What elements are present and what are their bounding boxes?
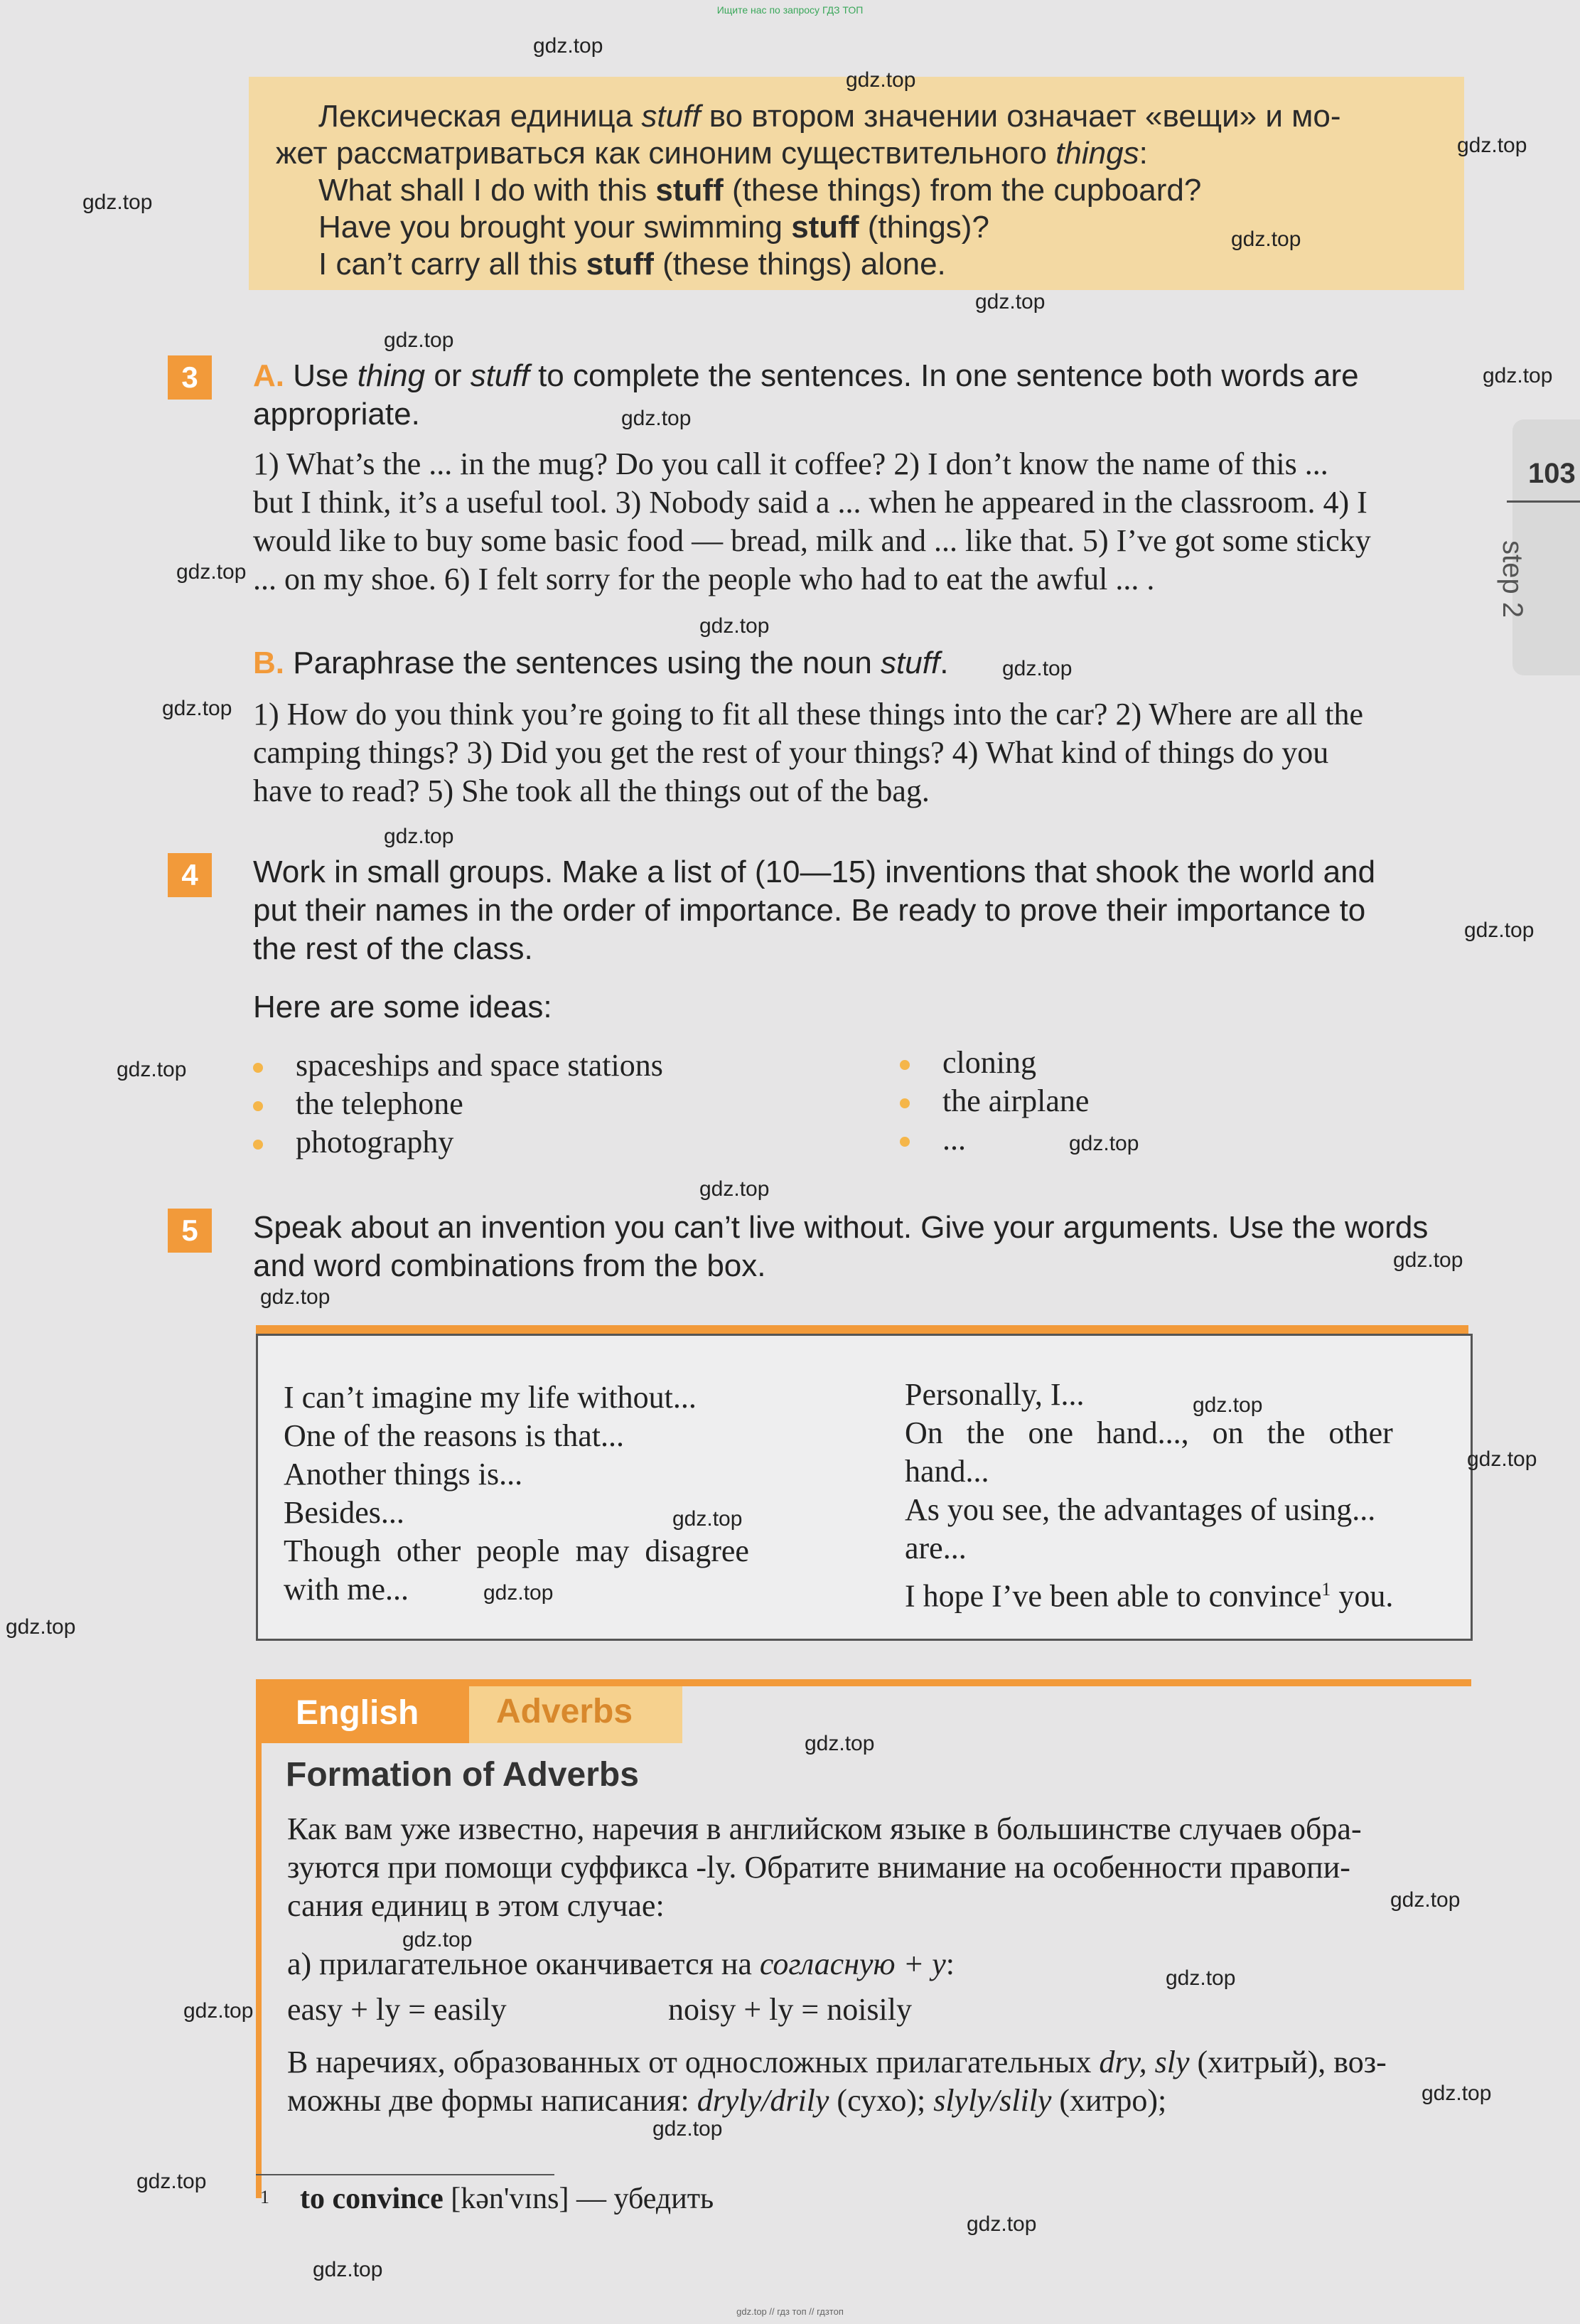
- task-4-line-1: Work in small groups. Make a list of (10—15) inventions that shook the world and: [253, 855, 1376, 889]
- grammar-top-bar: [256, 1679, 1471, 1686]
- watermark: gdz.top: [1390, 1888, 1461, 1912]
- grammar-p1-1: Как вам уже известно, наречия в английском языке в большинстве случаев обра-: [287, 1811, 1362, 1846]
- grammar-p2-1: В наречиях, образованных от односложных прилагательных dry, sly (хитрый), воз-: [287, 2045, 1387, 2079]
- watermark: gdz.top: [82, 191, 153, 214]
- phrase: Personally, I...: [905, 1377, 1085, 1412]
- idea-item: ...: [942, 1122, 966, 1157]
- grammar-p2-2: можны две формы написания: dryly/drily (сухо); slyly/slily (хитро);: [287, 2083, 1167, 2118]
- idea-item: photography: [296, 1125, 454, 1160]
- word-box-top-bar: [256, 1325, 1468, 1334]
- task-3a-text-4: ... on my shoe. 6) I felt sorry for the people who had to eat the awful ... .: [253, 562, 1155, 596]
- phrase: Another things is...: [284, 1457, 523, 1492]
- task-3a-text-2: but I think, it’s a useful tool. 3) Nobody said a ... when he appeared in the classroom. 4) I: [253, 485, 1367, 520]
- idea-item: the telephone: [296, 1086, 463, 1121]
- watermark: gdz.top: [183, 1999, 254, 2023]
- idea-item: the airplane: [942, 1083, 1090, 1118]
- watermark: gdz.top: [117, 1058, 187, 1081]
- watermark: gdz.top: [1193, 1393, 1263, 1417]
- watermark: gdz.top: [483, 1581, 554, 1605]
- info-line-2: жет рассматриваться как синоним существительного things:: [276, 136, 1148, 171]
- task-3a-text-1: 1) What’s the ... in the mug? Do you call it coffee? 2) I don’t know the name of this ...: [253, 446, 1328, 481]
- footnote-rule: [256, 2174, 554, 2175]
- grammar-p1-2: зуются при помощи суффикса -ly. Обратите внимание на особенности правопи-: [287, 1850, 1350, 1885]
- phrase: I hope I’ve been able to convince$^1$ you.: [905, 1578, 1394, 1614]
- info-line-1: Лексическая единица stuff во втором значении означает «вещи» и мо-: [318, 99, 1341, 134]
- phrase: Though other people may disagree: [284, 1533, 749, 1568]
- watermark: gdz.top: [313, 2258, 383, 2281]
- phrase: On the one hand..., on the other: [905, 1415, 1393, 1450]
- bullet-icon: [253, 1063, 263, 1073]
- watermark: gdz.top: [1467, 1447, 1537, 1471]
- grammar-example-2: noisy + ly = noisily: [668, 1992, 912, 2027]
- grammar-heading: Formation of Adverbs: [286, 1756, 639, 1794]
- grammar-left-border: [256, 1686, 262, 2198]
- info-example-3: I can’t carry all this stuff (these things) alone.: [318, 247, 946, 282]
- watermark: gdz.top: [384, 825, 454, 848]
- task-3b-instruction: B. Paraphrase the sentences using the noun stuff.: [253, 646, 949, 680]
- grammar-example-1: easy + ly = easily: [287, 1992, 507, 2027]
- watermark: gdz.top: [402, 1928, 473, 1951]
- top-note: Ищите нас по запросу ГДЗ ТОП: [716, 4, 864, 16]
- watermark: gdz.top: [260, 1285, 330, 1309]
- task-5-number: 5: [168, 1209, 212, 1253]
- watermark: gdz.top: [533, 34, 603, 58]
- idea-item: cloning: [942, 1045, 1036, 1080]
- task-5-line-1: Speak about an invention you can’t live without. Give your arguments. Use the words: [253, 1210, 1429, 1245]
- watermark: gdz.top: [621, 407, 692, 430]
- watermark: gdz.top: [1069, 1132, 1139, 1155]
- ideas-label: Here are some ideas:: [253, 990, 552, 1024]
- task-4-line-2: put their names in the order of importance. Be ready to prove their importance to: [253, 893, 1366, 928]
- task-3a-text-3: would like to buy some basic food — bread, milk and ... like that. 5) I’ve got some sticky: [253, 523, 1371, 558]
- watermark: gdz.top: [176, 560, 247, 584]
- footnote-number: 1: [260, 2187, 269, 2207]
- watermark: gdz.top: [384, 328, 454, 352]
- bullet-icon: [253, 1140, 263, 1150]
- bullet-icon: [900, 1137, 910, 1147]
- phrase: Besides...: [284, 1495, 404, 1530]
- watermark: gdz.top: [1422, 2082, 1492, 2105]
- grammar-tab-english-label: English: [296, 1694, 419, 1732]
- word-box: [256, 1334, 1473, 1641]
- watermark: gdz.top: [1231, 227, 1301, 251]
- bullet-icon: [900, 1098, 910, 1108]
- task-4-number: 4: [168, 853, 212, 897]
- watermark: gdz.top: [699, 1177, 770, 1201]
- task-3a-instruction-2: appropriate.: [253, 397, 420, 432]
- watermark: gdz.top: [1393, 1248, 1463, 1272]
- info-example-2: Have you brought your swimming stuff (things)?: [318, 210, 989, 245]
- page-number: 103: [1528, 458, 1576, 489]
- task-3b-text-3: have to read? 5) She took all the things out of the bag.: [253, 773, 930, 808]
- phrase: with me...: [284, 1572, 409, 1607]
- footnote-text: to convince [kən'vɪns] — убедить: [300, 2183, 714, 2215]
- grammar-p1-3: сания единиц в этом случае:: [287, 1888, 665, 1923]
- page-number-rule: [1507, 500, 1580, 503]
- watermark: gdz.top: [652, 2117, 723, 2141]
- task-3a-instruction: A. Use thing or stuff to complete the sentences. In one sentence both words are: [253, 358, 1359, 393]
- watermark: gdz.top: [805, 1732, 875, 1755]
- watermark: gdz.top: [1483, 364, 1553, 387]
- watermark: gdz.top: [136, 2170, 207, 2193]
- phrase: I can’t imagine my life without...: [284, 1380, 697, 1415]
- task-5-line-2: and word combinations from the box.: [253, 1248, 766, 1283]
- grammar-tab-adverbs-label: Adverbs: [496, 1693, 633, 1730]
- phrase: hand...: [905, 1454, 989, 1489]
- grammar-tab-adverbs: [469, 1686, 682, 1743]
- watermark: gdz.top: [846, 68, 916, 92]
- watermark: gdz.top: [6, 1615, 76, 1639]
- watermark: gdz.top: [1002, 657, 1073, 680]
- phrase: As you see, the advantages of using...: [905, 1492, 1376, 1527]
- watermark: gdz.top: [1464, 919, 1535, 942]
- idea-item: spaceships and space stations: [296, 1048, 663, 1083]
- watermark: gdz.top: [975, 290, 1046, 314]
- watermark: gdz.top: [699, 614, 770, 638]
- task-3b-text-1: 1) How do you think you’re going to fit all these things into the car? 2) Where are all the: [253, 697, 1363, 732]
- watermark: gdz.top: [162, 697, 232, 720]
- info-example-1: What shall I do with this stuff (these things) from the cupboard?: [318, 173, 1202, 208]
- bullet-icon: [900, 1060, 910, 1070]
- grammar-rule-a: а) прилагательное оканчивается на согласную + y:: [287, 1947, 955, 1981]
- watermark: gdz.top: [672, 1507, 743, 1531]
- grammar-tab-english: [256, 1686, 469, 1743]
- watermark: gdz.top: [1166, 1966, 1236, 1990]
- watermark: gdz.top: [967, 2212, 1037, 2236]
- step-label: step 2: [1497, 540, 1528, 618]
- phrase: One of the reasons is that...: [284, 1418, 624, 1453]
- bullet-icon: [253, 1101, 263, 1111]
- task-4-line-3: the rest of the class.: [253, 931, 533, 966]
- watermark: gdz.top: [1457, 134, 1527, 157]
- bottom-note: gdz.top // гдз топ // гдзтоп: [736, 2306, 844, 2317]
- task-3-number: 3: [168, 355, 212, 400]
- phrase: are...: [905, 1531, 967, 1565]
- task-3b-text-2: camping things? 3) Did you get the rest of your things? 4) What kind of things do you: [253, 735, 1329, 770]
- info-box: [249, 77, 1464, 290]
